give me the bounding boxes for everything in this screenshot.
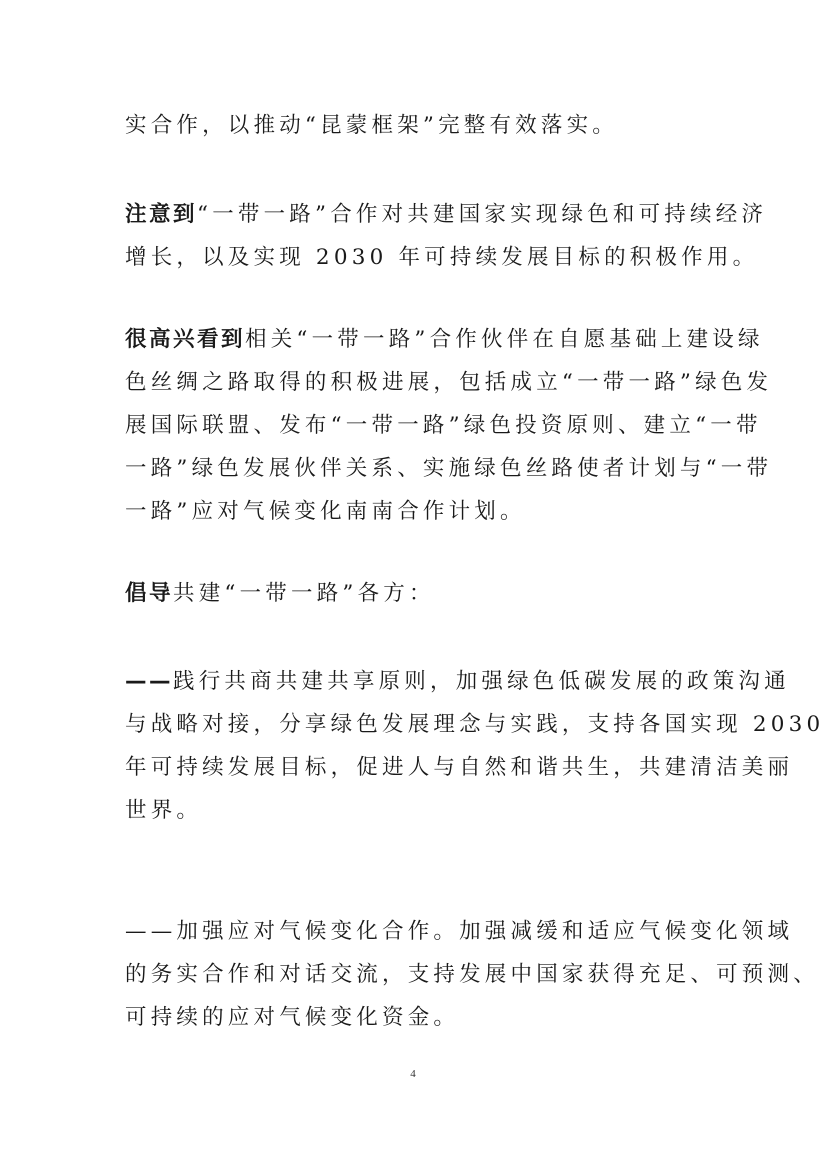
text-line: 世界。 xyxy=(125,798,203,823)
text-line: 可持续的应对气候变化资金。 xyxy=(125,1005,460,1030)
text-line: 与战略对接，分享绿色发展理念与实践，支持各国实现 2030 xyxy=(125,712,825,737)
text-segment: 共建“一带一路”各方： xyxy=(173,581,435,606)
text-line: 增长，以及实现 2030 年可持续发展目标的积极作用。 xyxy=(125,245,759,270)
text-line: 年可持续发展目标，促进人与自然和谐共生，共建清洁美丽 xyxy=(125,755,794,780)
text-line xyxy=(125,572,705,615)
text-line: 展国际联盟、发布“一带一路”绿色投资原则、建立“一带 xyxy=(125,413,762,438)
text-line: ——加强应对气候变化合作。加强减缓和适应气候变化领域 xyxy=(125,919,794,944)
text-segment: 践行共商共建共享原则，加强绿色低碳发展的政策沟通 xyxy=(173,669,790,694)
bold-lead-text: 很高兴看到 xyxy=(125,327,246,352)
bold-lead-text: 倡导 xyxy=(125,581,174,606)
paragraph-climate-item xyxy=(125,910,819,1039)
text-line xyxy=(125,193,768,236)
text-line: 色丝绸之路取得的积极进展，包括成立“一带一路”绿色发 xyxy=(125,370,773,395)
text-segment: “一带一路”合作对共建国家实现绿色和可持续经济 xyxy=(197,202,768,227)
text-line: 一路”应对气候变化南南合作计划。 xyxy=(125,499,526,524)
em-dash-bullet: —— xyxy=(125,669,173,694)
text-line xyxy=(125,318,764,361)
text-segment: 相关“一带一路”合作伙伴在自愿基础上建设绿 xyxy=(245,327,764,352)
bold-lead-text: 注意到 xyxy=(125,202,198,227)
paragraph-advocating xyxy=(125,572,705,615)
paragraph-welcoming xyxy=(125,318,773,533)
text-line xyxy=(125,660,790,703)
text-line: 实合作，以推动“昆蒙框架”完整有效落实。 xyxy=(125,113,618,138)
page-number: 4 xyxy=(410,1068,416,1080)
paragraph-continuation xyxy=(125,104,705,147)
paragraph-principles-item xyxy=(125,660,825,832)
text-line: 一路”绿色发展伙伴关系、实施绿色丝路使者计划与“一带 xyxy=(125,456,773,481)
paragraph-noting xyxy=(125,193,768,279)
text-line: 的务实合作和对话交流，支持发展中国家获得充足、可预测、 xyxy=(125,962,819,987)
